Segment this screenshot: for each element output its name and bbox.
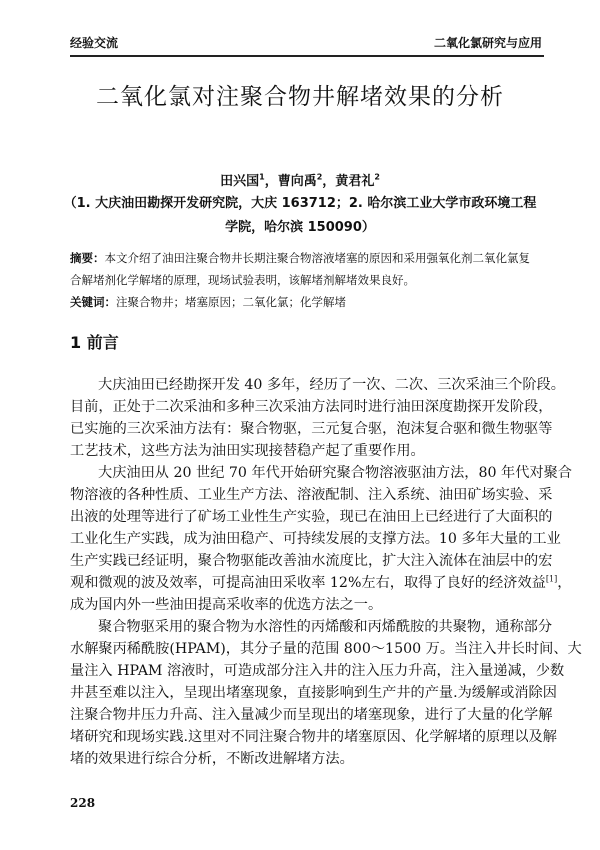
author-sup: 2	[374, 172, 380, 182]
text-line	[70, 572, 572, 594]
affiliation-line: 学院，哈尔滨 150090）	[225, 220, 375, 235]
text-line: 工业化生产实践，成为油田稳产、可持续发展的支撑方法。10 多年大量的工业	[70, 531, 561, 547]
author: 田兴国	[220, 174, 260, 189]
page-number: 228	[70, 796, 96, 810]
text-line: 目前，正处于二次采油和多种三次采油方法同时进行油田深度勘探开发阶段，	[70, 399, 553, 415]
text-line: 注聚合物井压力升高、注入量减少而呈现出的堵塞现象，进行了大量的化学解	[70, 707, 553, 723]
abstract-text: 本文介绍了油田注聚合物井长期注聚合物溶液堵塞的原因和采用强氧化剂二氧化氯复	[104, 251, 530, 265]
affiliation-line: （1. 大庆油田勘探开发研究院，大庆 163712；2. 哈尔滨工业大学市政环境工程	[63, 196, 537, 211]
author-sup: 2	[316, 172, 323, 182]
text-line: 物溶液的各种性质、工业生产方法、溶液配制、注入系统、油田矿场实验、采	[70, 487, 553, 503]
abstract	[70, 247, 532, 313]
keywords-label: 关键词：	[70, 295, 116, 309]
author: 曹向禹	[277, 174, 317, 189]
text-line: 生产实践已经证明，聚合物驱能改善油水流度比，扩大注入流体在油层中的宏	[70, 553, 553, 569]
author: 黄君礼	[335, 174, 375, 189]
text-line: 大庆油田已经勘探开发 40 多年，经历了一次、二次、三次采油三个阶段。	[98, 377, 565, 393]
text-line: 井甚至难以注入，呈现出堵塞现象，直接影响到生产井的产量.为缓解或消除因	[70, 685, 557, 701]
text-line: 水解聚丙稀酰胺(HPAM)，其分子量的范围 800～1500 万。当注入井长时间、大	[70, 641, 582, 657]
section-heading: 1 前言	[70, 333, 119, 352]
header-rule	[70, 55, 544, 57]
abstract-label: 摘要：	[70, 251, 105, 265]
text-span: 观和微观的波及效率，可提高油田采收率 12%左右，取得了良好的经济效益	[70, 575, 546, 591]
text-line: 大庆油田从 20 世纪 70 年代开始研究聚合物溶液驱油方法，80 年代对聚合	[98, 465, 572, 481]
text-line: 已实施的三次采油方法有：聚合物驱，三元复合驱，泡沫复合驱和微生物驱等	[70, 421, 553, 437]
text-line: 成为国内外一些油田提高采收率的优选方法之一。	[70, 597, 383, 613]
text-line: 量注入 HPAM 溶液时，可造成部分注入井的注入压力升高，注入量递减，少数	[70, 663, 565, 679]
abstract-text: 合解堵剂化学解堵的原理，现场试验表明，该解堵剂解堵效果良好。	[70, 273, 415, 287]
text-line: 出液的处理等进行了矿场工业性生产实验，现已在油田上已经进行了大面积的	[70, 509, 553, 525]
text-line: 聚合物驱采用的聚合物为水溶性的丙烯酸和丙烯酰胺的共聚物，通称部分	[98, 619, 553, 635]
author-sup: 1	[259, 172, 265, 182]
body-text	[70, 374, 582, 770]
running-header-left: 经验交流	[70, 36, 119, 50]
text-line: 工艺技术，这些方法为油田实现接替稳产起了重要作用。	[70, 443, 425, 459]
running-header-right: 二氧化氯研究与应用	[433, 36, 542, 50]
text-span: ，	[557, 575, 572, 591]
paper-title: 二氧化氯对注聚合物井解堵效果的分析	[96, 84, 504, 110]
keywords-text: 注聚合物井；堵塞原因；二氧化氯；化学解堵	[116, 295, 346, 309]
text-line: 堵研究和现场实践.这里对不同注聚合物井的堵塞原因、化学解堵的原理以及解	[70, 729, 557, 745]
author-list: 田兴国$^1$，曹向禹$^2$，黄君礼$^2$	[220, 172, 380, 189]
citation[interactable]: [1]	[545, 574, 558, 584]
text-line: 堵的效果进行综合分析，不断改进解堵方法。	[70, 751, 354, 767]
